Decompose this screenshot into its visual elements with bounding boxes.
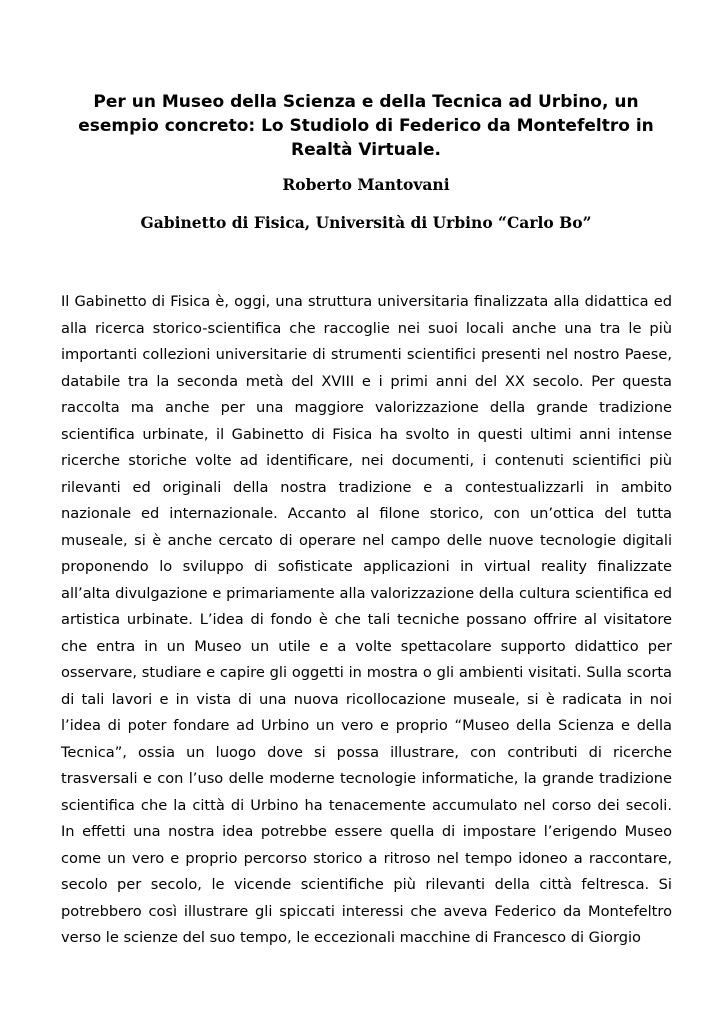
body-paragraph: Il Gabinetto di Fisica è, oggi, una struttura universitaria finalizzata alla didattica ed alla ricerca storico-scientifica che raccoglie nei suoi locali anche una tra le più importanti collezioni universitarie di strumenti scientifici presenti nel nostro Paese, databile tra la seconda metà del XVIII e i primi anni del XX secolo. Per questa raccolta ma anche per una maggiore valorizzazione della grande tradizione scientifica urbinate, il Gabinetto di Fisica ha svolto in questi ultimi anni intense ricerche storiche volte ad identificare, nei documenti, i contenuti scientifici più rilevanti ed originali della nostra tradizione e a contestualizzarli in ambito nazionale ed internazionale. Accanto al filone storico, con un’ottica del tutta museale, si è anche cercato di operare nel campo delle nuove tecnologie digitali proponendo lo sviluppo di sofisticate applicazioni in virtual reality finalizzate all’alta divulgazione e primariamente alla valorizzazione della cultura scientifica ed artistica urbinate. L’idea di fondo è che tali tecniche possano offrire al visitatore che entra in un Museo un utile e a volte spettacolare supporto didattico per osservare, studiare e capire gli oggetti in mostra o gli ambienti visitati. Sulla scorta di tali lavori e in vista di una nuova ricollocazione museale, si è radicata in noi l’idea di poter fondare ad Urbino un vero e proprio “Museo della Scienza e della Tecnica”, ossia un luogo dove si possa illustrare, con contributi di ricerche trasversali e con l’uso delle moderne tecnologie informatiche, la grande tradizione scientifica che la città di Urbino ha tenacemente accumulato nel corso dei secoli. In effetti una nostra idea potrebbe essere quella di impostare l’erigendo Museo come un vero e proprio percorso storico a ritroso nel tempo idoneo a raccontare, secolo per secolo, le vicende scientifiche più rilevanti della città feltresca. Si potrebbero così illustrare gli spiccati interessi che aveva Federico da Montefeltro verso le scienze del suo tempo, le eccezionali macchine di Francesco di Giorgio: [61, 293, 672, 946]
author-name: Roberto Mantovani: [282, 175, 450, 194]
document-title: Per un Museo della Scienza e della Tecnica ad Urbino, un esempio concreto: Lo Studiolo di Federico da Montefeltro in Realtà Virtuale.: [78, 92, 654, 160]
author-affiliation: Gabinetto di Fisica, Università di Urbino “Carlo Bo”: [140, 213, 592, 232]
